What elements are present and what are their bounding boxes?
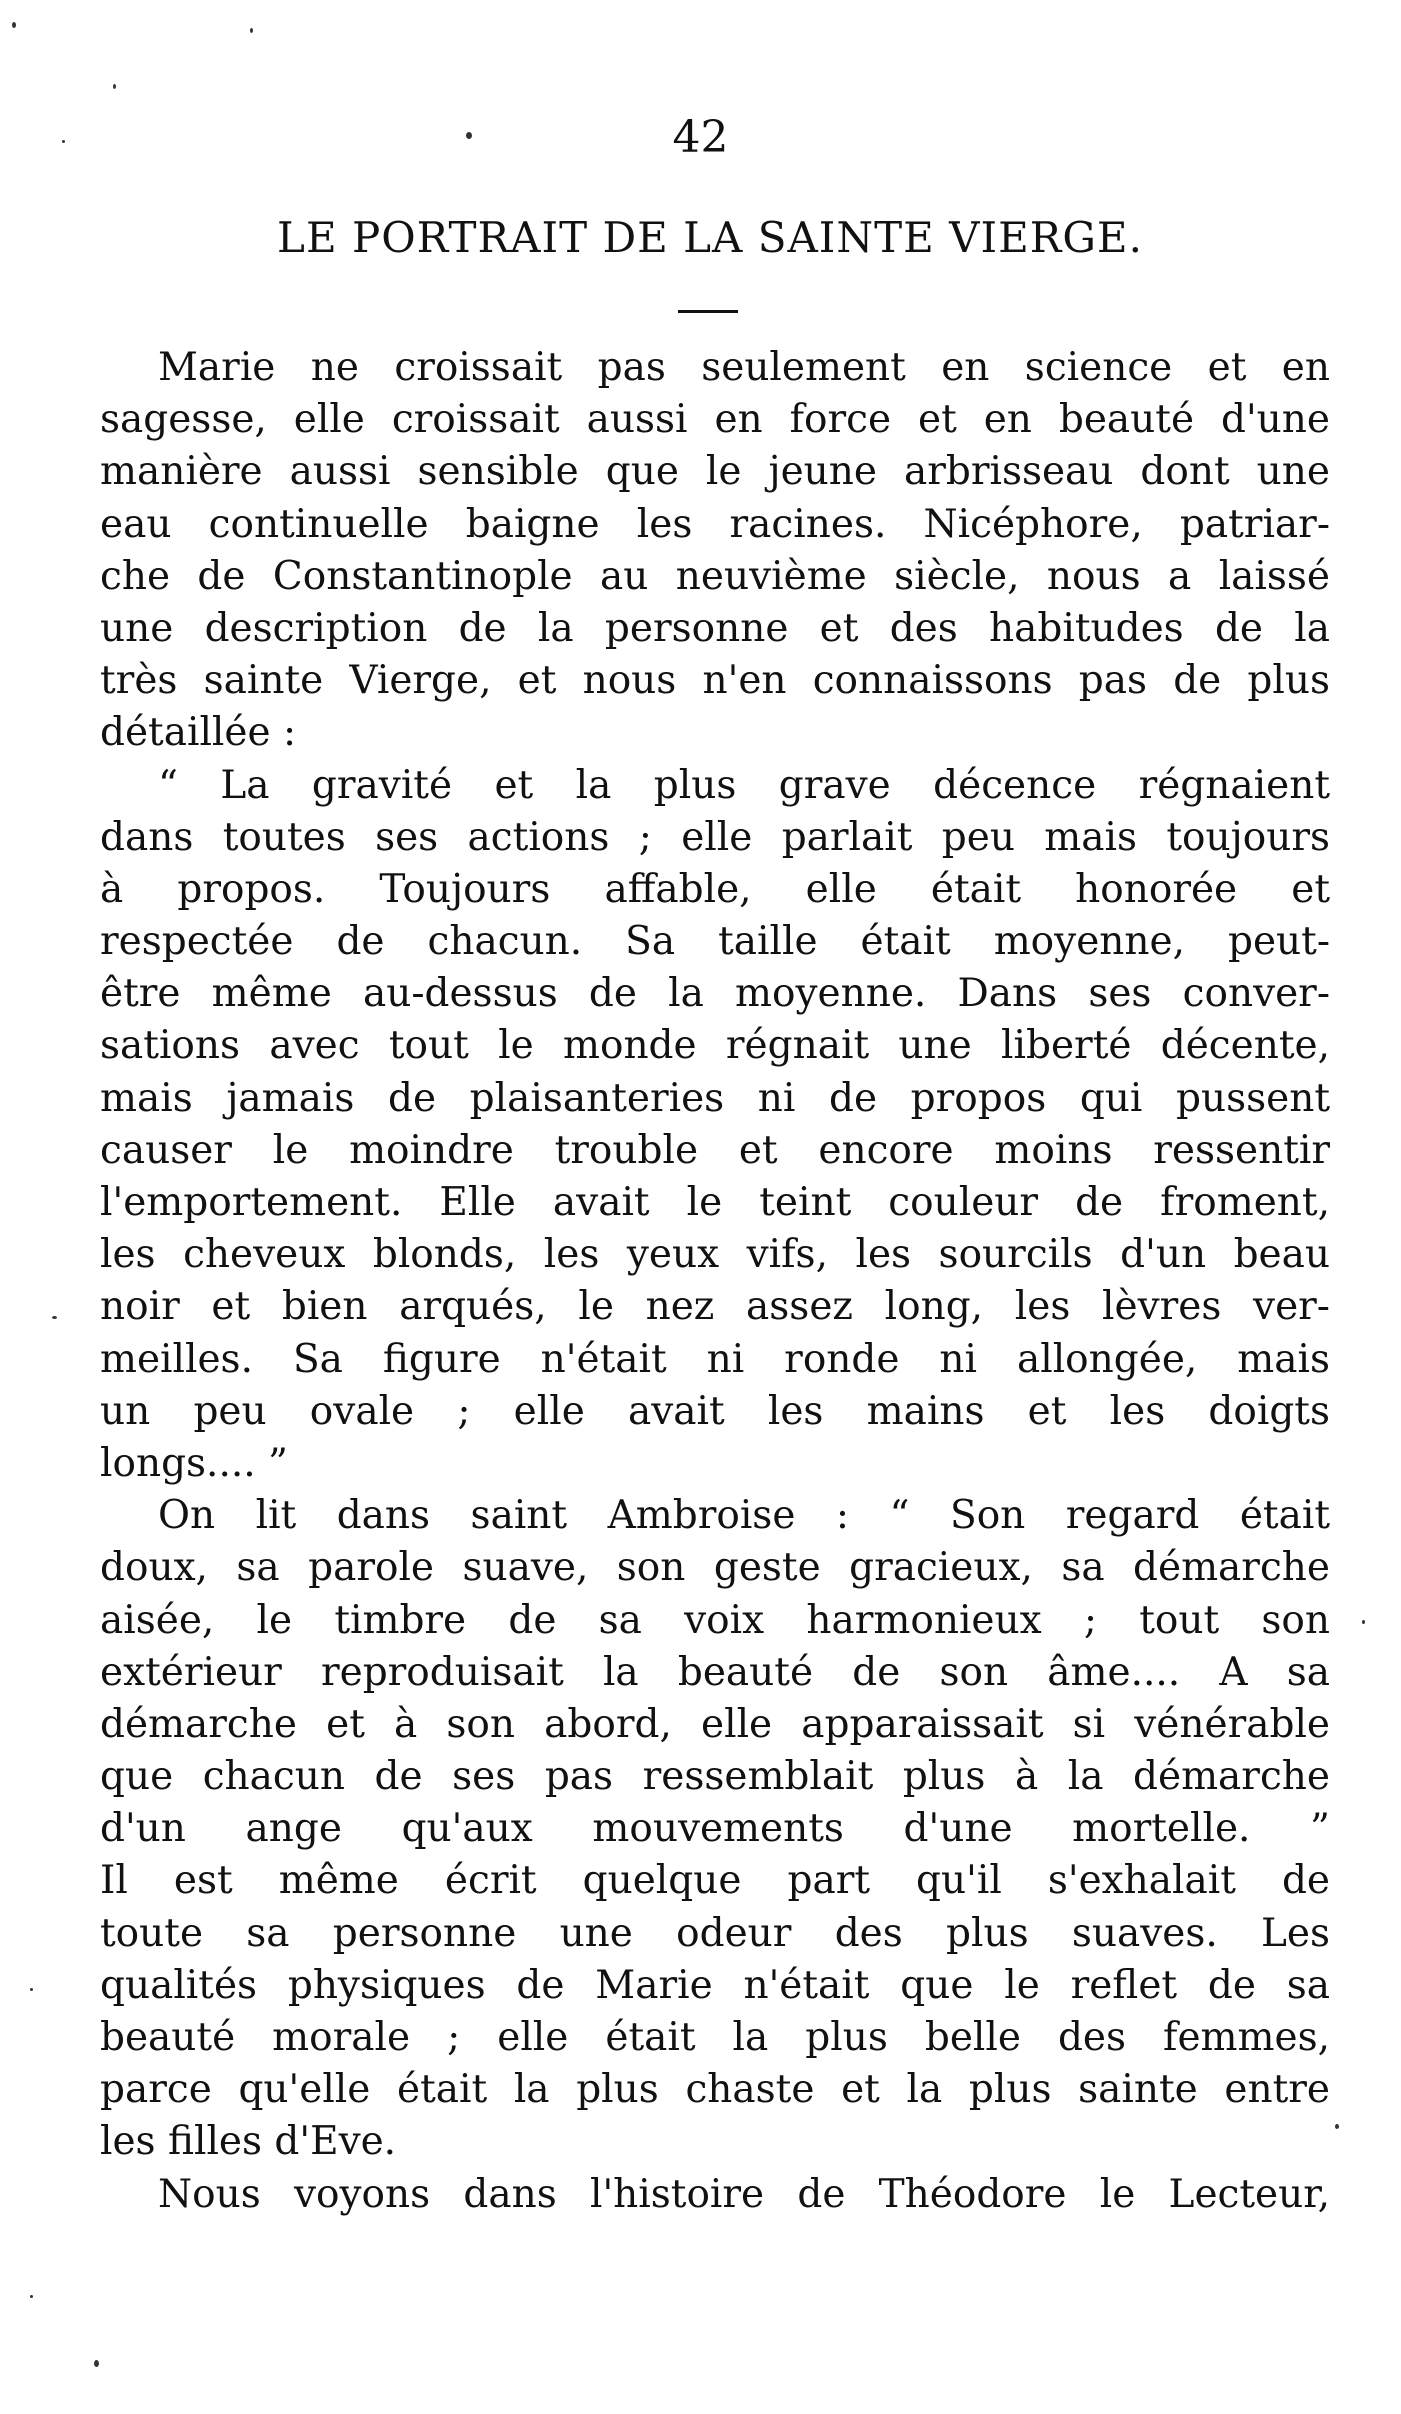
- text-line: sations avec tout le monde régnait une liberté décente,: [100, 1023, 1330, 1069]
- text-line: dans toutes ses actions ; elle parlait peu mais toujours: [100, 814, 1330, 860]
- text-line: à propos. Toujours affable, elle était honorée et: [100, 866, 1330, 912]
- scan-speck: [113, 84, 116, 89]
- scan-speck: [94, 2360, 99, 2367]
- text-line: parce qu'elle était la plus chaste et la plus sainte entre: [100, 2067, 1330, 2113]
- text-line: être même au-dessus de la moyenne. Dans ses conver-: [100, 971, 1330, 1017]
- text-line: mais jamais de plaisanteries ni de propos qui pussent: [100, 1075, 1330, 1121]
- text-line: les filles d'Eve.: [100, 2119, 397, 2165]
- scan-speck: [52, 1316, 57, 1319]
- text-line: que chacun de ses pas ressemblait plus à la démarche: [100, 1754, 1330, 1800]
- text-line: eau continuelle baigne les racines. Nicéphore, patriar-: [100, 501, 1330, 547]
- scan-speck: [1335, 2124, 1339, 2129]
- text-line: “ La gravité et la plus grave décence régnaient: [158, 762, 1330, 808]
- body-text: [100, 342, 1330, 2221]
- text-line: manière aussi sensible que le jeune arbrisseau dont une: [100, 449, 1330, 495]
- text-line: extérieur reproduisait la beauté de son âme.... A sa: [100, 1649, 1330, 1695]
- scan-speck: [62, 140, 65, 143]
- text-line: On lit dans saint Ambroise : “ Son regard était: [158, 1493, 1330, 1539]
- text-line: doux, sa parole suave, son geste gracieux, sa démarche: [100, 1545, 1330, 1591]
- page-number: 42: [672, 112, 729, 163]
- text-line: causer le moindre trouble et encore moins ressentir: [100, 1127, 1330, 1173]
- title-divider: [678, 310, 738, 313]
- text-line: beauté morale ; elle était la plus belle des femmes,: [100, 2015, 1330, 2060]
- text-line: Il est même écrit quelque part qu'il s'exhalait de: [100, 1858, 1330, 1904]
- text-line: aisée, le timbre de sa voix harmonieux ; tout son: [100, 1597, 1330, 1643]
- text-line: meilles. Sa figure n'était ni ronde ni allongée, mais: [100, 1336, 1330, 1382]
- text-line: respectée de chacun. Sa taille était moyenne, peut-: [100, 919, 1330, 965]
- scan-speck: [30, 2295, 33, 2298]
- text-line: noir et bien arqués, le nez assez long, les lèvres ver-: [100, 1284, 1330, 1330]
- text-line: un peu ovale ; elle avait les mains et les doigts: [100, 1388, 1330, 1434]
- text-line: longs.... ”: [100, 1440, 288, 1486]
- scan-speck: [30, 1988, 33, 1991]
- text-line: d'un ange qu'aux mouvements d'une mortelle. ”: [100, 1806, 1330, 1852]
- text-line: démarche et à son abord, elle apparaissait si vénérable: [100, 1701, 1330, 1747]
- text-line: toute sa personne une odeur des plus suaves. Les: [100, 1910, 1330, 1956]
- text-line: les cheveux blonds, les yeux vifs, les sourcils d'un beau: [100, 1232, 1330, 1278]
- scan-speck: [12, 22, 16, 28]
- chapter-title: LE PORTRAIT DE LA SAINTE VIERGE.: [277, 213, 1143, 262]
- scan-speck: [1362, 1620, 1365, 1624]
- text-line: très sainte Vierge, et nous n'en connaissons pas de plus: [100, 658, 1330, 704]
- text-line: qualités physiques de Marie n'était que le reflet de sa: [100, 1962, 1330, 2008]
- text-line: l'emportement. Elle avait le teint couleur de froment,: [100, 1180, 1330, 1225]
- scan-speck: [466, 132, 472, 139]
- text-line: détaillée :: [100, 710, 297, 756]
- text-line: Nous voyons dans l'histoire de Théodore le Lecteur,: [158, 2171, 1330, 2217]
- scan-speck: [250, 28, 253, 33]
- text-line: Marie ne croissait pas seulement en science et en: [158, 345, 1330, 390]
- text-line: sagesse, elle croissait aussi en force et en beauté d'une: [100, 397, 1330, 443]
- text-line: une description de la personne et des habitudes de la: [100, 605, 1330, 651]
- text-line: che de Constantinople au neuvième siècle, nous a laissé: [100, 553, 1330, 599]
